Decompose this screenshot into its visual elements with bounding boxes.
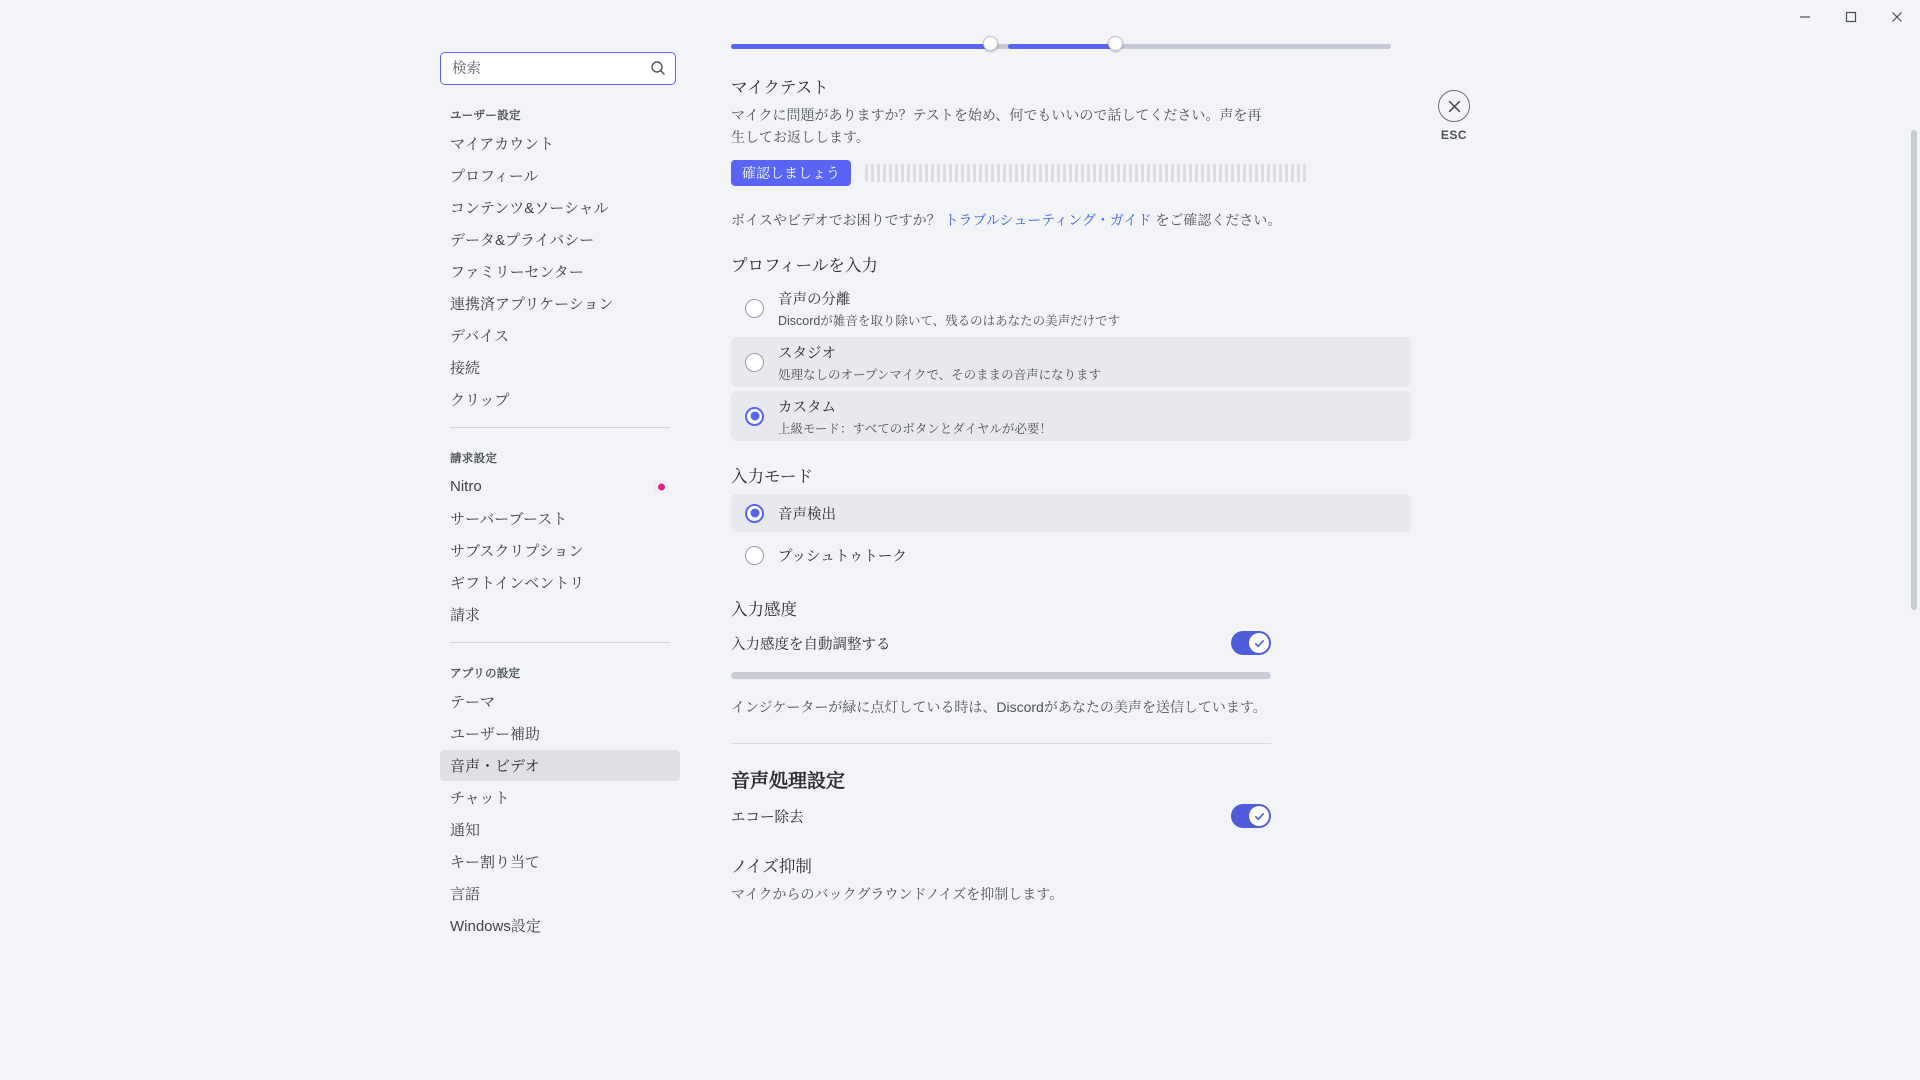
troubleshooting-suffix: をご確認ください。 (1151, 212, 1282, 229)
sidebar-item-profile[interactable] (440, 160, 680, 191)
slider-knob-input[interactable] (1108, 36, 1123, 51)
sensitivity-note: インジケーターが緑に点灯している時は、Discordがあなたの美声を送信しています。 (731, 699, 1267, 716)
option-name: カスタム (778, 399, 836, 416)
sidebar-item-billing[interactable] (440, 599, 680, 630)
sidebar-item-label: デバイス (450, 328, 509, 345)
sensitivity-title: 入力感度 (731, 601, 797, 620)
sidebar-divider (450, 642, 670, 643)
option-desc: Discordが雑音を取り除いて、残るのはあなたの美声だけです (778, 313, 1121, 328)
slider-knob-output[interactable] (983, 36, 998, 51)
sidebar-item-theme[interactable] (440, 686, 680, 717)
close-icon[interactable] (1438, 90, 1470, 122)
settings-sidebar (440, 0, 680, 1080)
slider-fill-left (731, 44, 993, 49)
sidebar-item-windows-settings[interactable] (440, 910, 680, 941)
sidebar-item-label: テーマ (450, 694, 496, 711)
auto-sensitivity-toggle[interactable] (1231, 631, 1271, 655)
sidebar-item-label: 請求 (450, 607, 481, 624)
option-desc: 上級モード：すべてのボタンとダイヤルが必要！ (778, 421, 1052, 436)
sidebar-item-devices[interactable] (440, 320, 680, 351)
search-field[interactable] (440, 52, 676, 85)
sidebar-item-server-boost[interactable] (440, 503, 680, 534)
sidebar-item-label: ユーザー補助 (450, 726, 541, 743)
sidebar-item-authorized-apps[interactable] (440, 288, 680, 319)
sidebar-item-keybinds[interactable] (440, 846, 680, 877)
sidebar-group-title-app: アプリの設定 (450, 668, 521, 680)
toggle-knob (1249, 806, 1269, 826)
radio-icon-selected[interactable] (745, 504, 764, 523)
settings-content (731, 0, 1411, 1080)
sidebar-item-label: 連携済アプリケーション (450, 296, 614, 313)
option-voice-activity[interactable] (731, 494, 1411, 532)
sidebar-item-data-privacy[interactable] (440, 224, 680, 255)
troubleshooting-prefix: ボイスやビデオでお困りですか？ (731, 212, 945, 229)
sidebar-item-label: マイアカウント (450, 136, 555, 153)
sidebar-item-voice-video[interactable] (440, 750, 680, 781)
audio-processing-title: 音声処理設定 (731, 771, 846, 793)
sidebar-item-notifications[interactable] (440, 814, 680, 845)
search-icon (650, 60, 666, 81)
sidebar-item-label: プロフィール (450, 168, 539, 185)
section-divider (731, 743, 1271, 744)
sidebar-item-label: コンテンツ&ソーシャル (450, 200, 609, 217)
sidebar-item-label: Nitro (450, 478, 482, 495)
sidebar-item-label: 通知 (450, 822, 481, 839)
radio-icon[interactable] (745, 353, 764, 372)
option-text (778, 288, 1120, 329)
radio-icon[interactable] (745, 299, 764, 318)
sidebar-item-clips[interactable] (440, 384, 680, 415)
minimize-button[interactable] (1782, 0, 1828, 34)
troubleshooting-link[interactable]: トラブルシューティング・ガイド (944, 212, 1152, 229)
sidebar-item-label: サーバーブースト (450, 511, 568, 528)
sidebar-item-language[interactable] (440, 878, 680, 909)
sidebar-item-nitro[interactable] (440, 471, 680, 502)
noise-suppression-desc: マイクからのバックグラウンドノイズを抑制します。 (731, 886, 1064, 903)
close-button[interactable] (1874, 0, 1920, 34)
option-studio[interactable] (731, 337, 1411, 387)
option-text (778, 396, 1052, 437)
sidebar-item-connections[interactable] (440, 352, 680, 383)
option-custom[interactable] (731, 391, 1411, 441)
echo-cancellation-row (731, 801, 1271, 831)
slider-fill-right (1008, 44, 1118, 49)
sidebar-divider (450, 427, 670, 428)
option-push-to-talk[interactable] (731, 536, 1411, 574)
sidebar-item-label: 言語 (450, 886, 481, 903)
mic-test-row (731, 160, 1411, 186)
sidebar-item-label: ファミリーセンター (450, 264, 584, 281)
esc-label: ESC (1440, 128, 1468, 142)
mic-level-meter (865, 164, 1307, 182)
sidebar-item-label: サブスクリプション (450, 543, 584, 560)
mic-test-title: マイクテスト (731, 79, 829, 97)
mic-test-description: マイクに問題がありますか？テストを始め、何でもいいので話してください。声を再生してお返しします。 (731, 107, 1262, 145)
option-voice-isolation[interactable] (731, 283, 1411, 333)
search-input[interactable] (440, 52, 676, 85)
nitro-badge-icon (655, 480, 668, 493)
sidebar-item-gift-inventory[interactable] (440, 567, 680, 598)
noise-suppression-title: ノイズ抑制 (731, 858, 812, 877)
sidebar-item-label: 音声・ビデオ (450, 758, 540, 775)
sidebar-item-accessibility[interactable] (440, 718, 680, 749)
content-scrollbar[interactable] (1911, 130, 1917, 610)
sidebar-group-title-user: ユーザー設定 (450, 110, 521, 122)
auto-sensitivity-row (731, 628, 1271, 658)
volume-sliders[interactable] (731, 40, 1391, 52)
sidebar-item-family-center[interactable] (440, 256, 680, 287)
mic-test-button[interactable]: 確認しましょう (731, 160, 851, 186)
maximize-button[interactable] (1828, 0, 1874, 34)
echo-cancellation-label: エコー除去 (731, 809, 804, 826)
toggle-knob (1249, 633, 1269, 653)
option-desc: 処理なしのオープンマイクで、そのままの音声になります (778, 367, 1102, 382)
troubleshooting-hint (731, 210, 1411, 230)
sidebar-item-label: データ&プライバシー (450, 232, 595, 249)
option-name: 音声検出 (778, 506, 836, 523)
option-name: プッシュトゥトーク (778, 548, 907, 565)
radio-icon[interactable] (745, 546, 764, 565)
sidebar-item-subscriptions[interactable] (440, 535, 680, 566)
sidebar-item-label: キー割り当て (450, 854, 541, 871)
profile-input-title: プロフィールを入力 (731, 257, 878, 276)
sidebar-group-title-billing: 請求設定 (450, 453, 498, 465)
sidebar-item-label: チャット (450, 790, 510, 807)
input-mode-title: 入力モード (731, 468, 813, 487)
sidebar-item-my-account[interactable] (440, 128, 680, 159)
sidebar-item-content-social[interactable] (440, 192, 680, 223)
sensitivity-meter[interactable] (731, 672, 1271, 679)
echo-cancellation-toggle[interactable] (1231, 804, 1271, 828)
option-text (778, 342, 1101, 383)
option-name: スタジオ (778, 345, 836, 362)
sidebar-item-label: ギフトインベントリ (450, 575, 585, 592)
sidebar-item-label: Windows設定 (450, 918, 541, 935)
window-controls (1760, 0, 1920, 34)
radio-icon-selected[interactable] (745, 407, 764, 426)
option-name: 音声の分離 (778, 291, 851, 308)
auto-sensitivity-label: 入力感度を自動調整する (731, 636, 891, 653)
esc-close-control[interactable] (1432, 90, 1476, 142)
sidebar-item-label: クリップ (450, 392, 510, 409)
sidebar-item-chat[interactable] (440, 782, 680, 813)
sidebar-item-label: 接続 (450, 360, 481, 377)
